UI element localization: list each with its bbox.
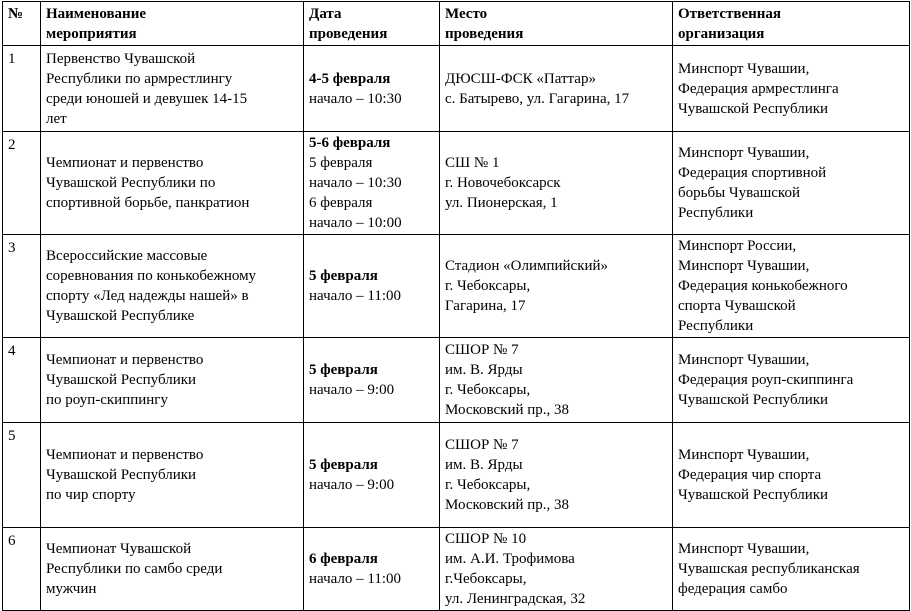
event-date-line: начало – 10:30 (309, 175, 402, 191)
event-place-line: ДЮСШ-ФСК «Паттар» (445, 70, 596, 87)
event-name (41, 338, 304, 423)
event-date-line: 5 февраля (309, 155, 373, 171)
event-name-line: спорту «Лед надежды нашей» в (46, 288, 249, 304)
event-organization (673, 423, 910, 528)
events-table (2, 1, 910, 611)
event-organization (673, 235, 910, 338)
event-place-line: СШ № 1 (445, 155, 500, 171)
header-organization: Ответственная организация (673, 2, 910, 46)
event-organization-line: Республики (678, 318, 754, 334)
event-date-range: 6 февраля (309, 551, 378, 567)
event-name-line: по роуп-скиппингу (46, 392, 168, 408)
table-row (3, 235, 910, 338)
event-place (440, 46, 673, 132)
event-date (304, 528, 440, 611)
row-number (3, 528, 41, 611)
event-organization-line: Чувашская республиканская (678, 561, 860, 577)
event-name-line: Чемпионат и первенство (46, 352, 204, 368)
event-date (304, 46, 440, 132)
event-place-line: г. Новочебоксарск (445, 175, 561, 191)
event-name-line: Чувашской Республики (46, 467, 197, 483)
event-organization (673, 46, 910, 132)
event-place (440, 235, 673, 338)
event-place-line: им. А.И. Трофимова (445, 551, 575, 567)
event-organization-line: Минспорт Чувашии, (678, 145, 810, 161)
row-number (3, 338, 41, 423)
event-place (440, 528, 673, 611)
event-date-line: начало – 11:00 (309, 288, 402, 304)
event-date-range: 4-5 февраля (309, 70, 391, 87)
row-number-text: 3 (8, 240, 16, 256)
event-name-line: Чемпионат и первенство (46, 155, 204, 171)
event-place-line: Московский пр., 38 (445, 497, 570, 513)
event-date (304, 338, 440, 423)
event-place-line: ул. Пионерская, 1 (445, 195, 558, 211)
header-name: Наименование мероприятия (41, 2, 304, 46)
event-name-line: Республики по самбо среди (46, 561, 223, 577)
event-place-line: СШОР № 7 (445, 342, 519, 358)
event-date-range: 5 февраля (309, 457, 378, 473)
row-number-text: 2 (8, 137, 16, 153)
event-organization-line: Минспорт Чувашии, (678, 60, 810, 77)
table-row (3, 46, 910, 132)
event-date-range: 5 февраля (309, 362, 378, 378)
event-name-line: Республики по армрестлингу (46, 70, 233, 87)
event-place-line: г. Чебоксары, (445, 382, 531, 398)
header-num: № (3, 2, 41, 46)
event-place-line: г.Чебоксары, (445, 571, 527, 587)
event-date-line: начало – 9:00 (309, 477, 395, 493)
table-row (3, 132, 910, 235)
event-place-line: г. Чебоксары, (445, 477, 531, 493)
table-header-row (3, 2, 910, 46)
event-place-line: Стадион «Олимпийский» (445, 258, 609, 274)
row-number-text: 1 (8, 51, 16, 67)
header-place: Место проведения (440, 2, 673, 46)
event-name-line: Всероссийские массовые (46, 248, 208, 264)
event-organization-line: Федерация роуп-скиппинга (678, 372, 854, 388)
event-place-line: им. В. Ярды (445, 362, 523, 378)
event-organization-line: Федерация спортивной (678, 165, 827, 181)
event-date (304, 132, 440, 235)
event-name-line: Чувашской Республики (46, 372, 197, 388)
event-place-line: СШОР № 10 (445, 531, 527, 547)
event-name (41, 528, 304, 611)
event-place (440, 338, 673, 423)
event-name-line: Чувашской Республики по (46, 175, 216, 191)
event-organization-line: спорта Чувашской (678, 298, 796, 314)
event-name-line: мужчин (46, 581, 97, 597)
event-name-line: по чир спорту (46, 487, 136, 503)
event-organization-line: федерация самбо (678, 581, 788, 597)
event-name-line: Чемпионат Чувашской (46, 541, 192, 557)
event-name-line: спортивной борьбе, панкратион (46, 195, 250, 211)
row-number (3, 46, 41, 132)
table-row (3, 423, 910, 528)
event-name (41, 423, 304, 528)
event-organization-line: Республики (678, 205, 754, 221)
event-organization-line: Минспорт России, (678, 238, 797, 254)
event-place-line: им. В. Ярды (445, 457, 523, 473)
event-organization-line: Минспорт Чувашии, (678, 258, 810, 274)
row-number (3, 132, 41, 235)
event-place (440, 132, 673, 235)
event-date-line: 6 февраля (309, 195, 373, 211)
row-number-text: 4 (8, 343, 16, 359)
event-date (304, 423, 440, 528)
event-name-line: Чувашской Республике (46, 308, 195, 324)
event-organization (673, 338, 910, 423)
event-organization-line: Чувашской Республики (678, 100, 829, 117)
row-number-text: 6 (8, 533, 16, 549)
event-date-line: начало – 11:00 (309, 571, 402, 587)
event-date-line: начало – 10:00 (309, 215, 402, 231)
event-place-line: Московский пр., 38 (445, 402, 570, 418)
event-organization-line: Чувашской Республики (678, 487, 829, 503)
event-organization-line: Минспорт Чувашии, (678, 352, 810, 368)
event-name-line: соревнования по конькобежному (46, 268, 257, 284)
row-number (3, 235, 41, 338)
event-place-line: с. Батырево, ул. Гагарина, 17 (445, 90, 630, 107)
event-name-line: среди юношей и девушек 14-15 (46, 90, 248, 107)
event-place-line: СШОР № 7 (445, 437, 519, 453)
event-name (41, 46, 304, 132)
event-name-line: Чемпионат и первенство (46, 447, 204, 463)
event-name-line: лет (46, 110, 67, 127)
event-name-line: Первенство Чувашской (46, 50, 196, 67)
event-organization-line: Федерация чир спорта (678, 467, 822, 483)
table-row (3, 338, 910, 423)
event-date-range: 5-6 февраля (309, 135, 391, 151)
event-name (41, 132, 304, 235)
event-organization (673, 132, 910, 235)
event-organization (673, 528, 910, 611)
event-organization-line: Минспорт Чувашии, (678, 447, 810, 463)
header-date: Дата проведения (304, 2, 440, 46)
event-date-line: начало – 10:30 (309, 90, 402, 107)
event-organization-line: Чувашской Республики (678, 392, 829, 408)
event-date-range: 5 февраля (309, 268, 378, 284)
table-row (3, 528, 910, 611)
event-organization-line: Минспорт Чувашии, (678, 541, 810, 557)
event-place (440, 423, 673, 528)
event-name (41, 235, 304, 338)
event-place-line: г. Чебоксары, (445, 278, 531, 294)
event-organization-line: борьбы Чувашской (678, 185, 800, 201)
event-date-line: начало – 9:00 (309, 382, 395, 398)
event-organization-line: Федерация конькобежного (678, 278, 848, 294)
row-number (3, 423, 41, 528)
event-place-line: ул. Ленинградская, 32 (445, 591, 586, 607)
event-date (304, 235, 440, 338)
event-place-line: Гагарина, 17 (445, 298, 526, 314)
row-number-text: 5 (8, 428, 16, 444)
event-organization-line: Федерация армрестлинга (678, 80, 839, 97)
